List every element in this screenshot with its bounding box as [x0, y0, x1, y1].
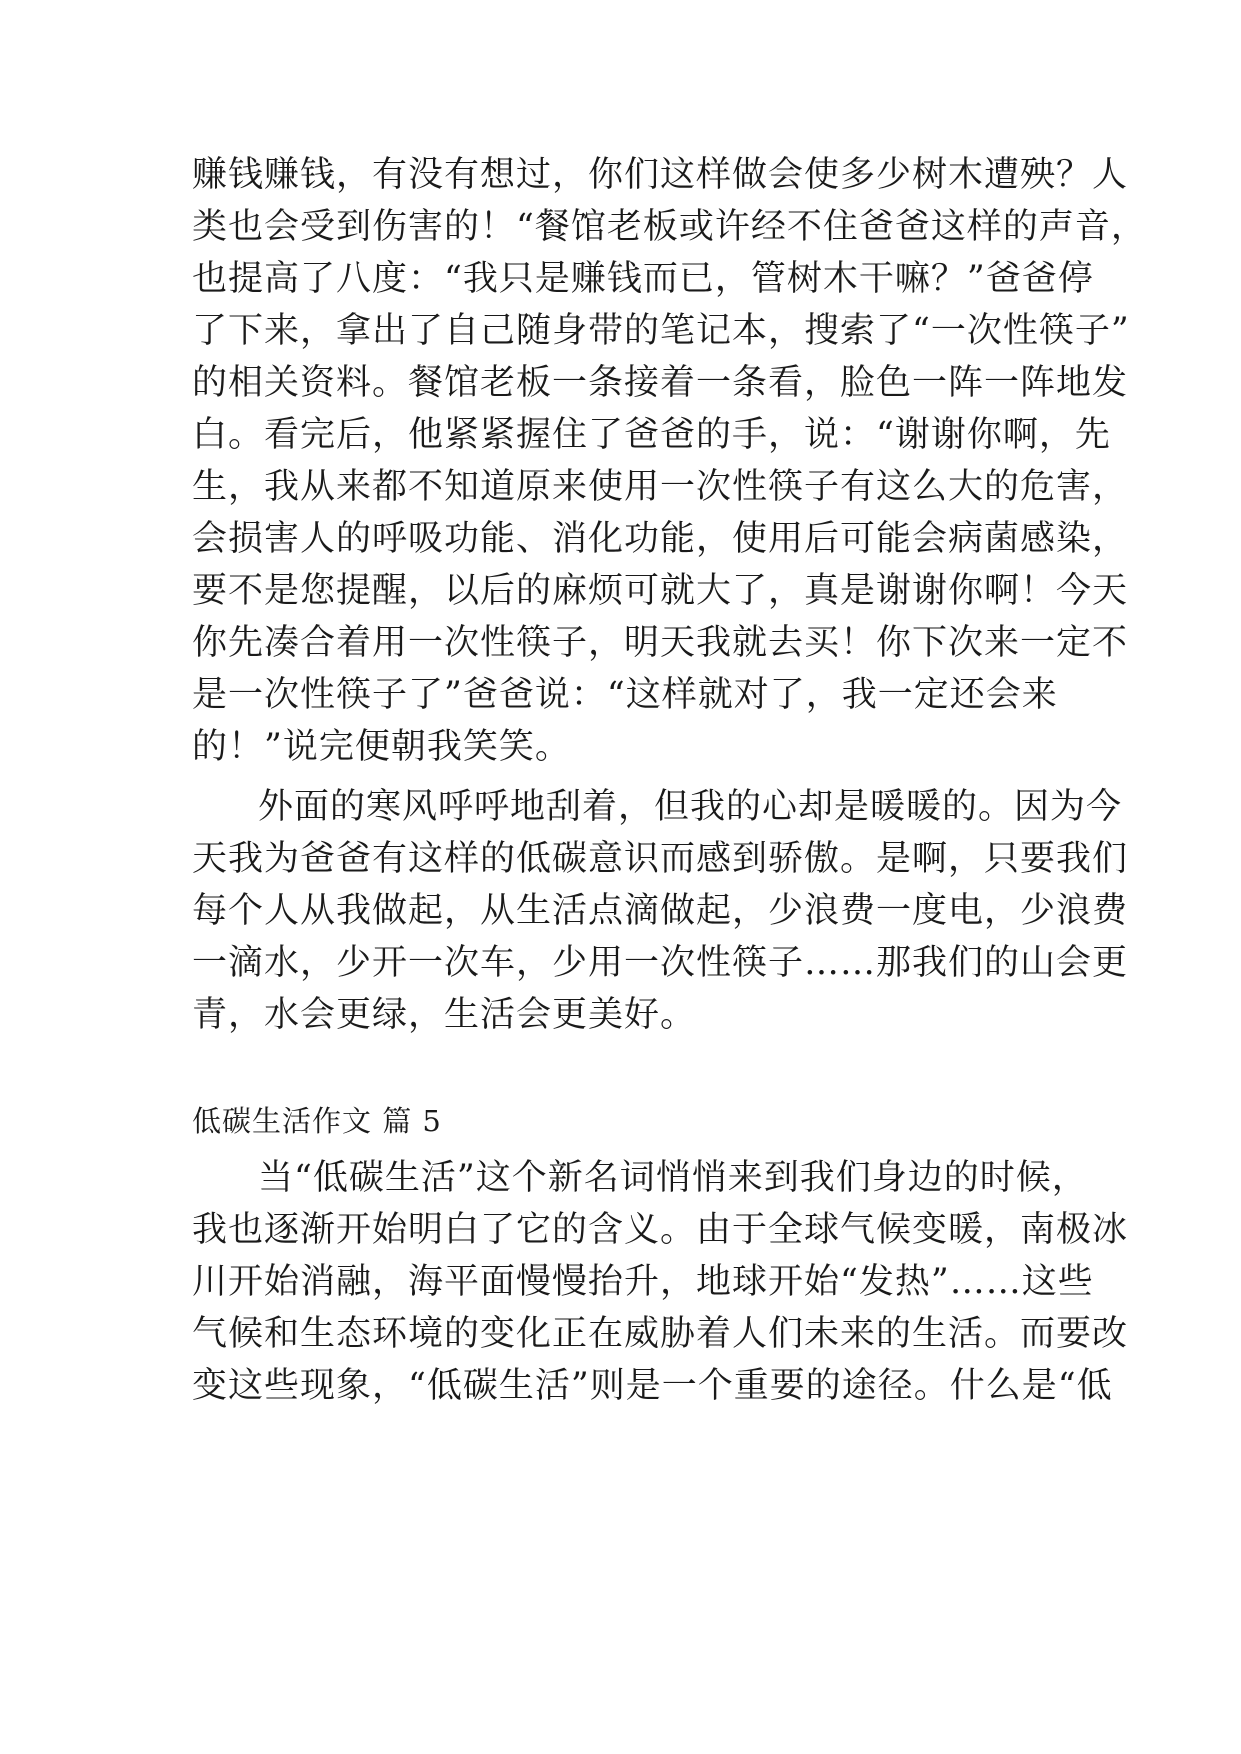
paragraph-2-line-5: 青，水会更绿，生活会更美好。 — [192, 995, 697, 1035]
paragraph-1-line-11: 是一次性筷子了”爸爸说：“这样就对了，我一定还会来 — [192, 675, 1058, 715]
paragraph-1-line-12: 的！”说完便朝我笑笑。 — [192, 727, 571, 767]
section-heading: 低碳生活作文 篇 5 — [192, 1104, 442, 1138]
paragraph-2-line-4: 一滴水，少开一次车，少用一次性筷子……那我们的山会更 — [192, 943, 1129, 983]
paragraph-3-line-3: 川开始消融，海平面慢慢抬升，地球开始“发热”……这些 — [192, 1262, 1094, 1302]
paragraph-1-line-1: 赚钱赚钱，有没有想过，你们这样做会使多少树木遭殃？人 — [192, 155, 1129, 195]
paragraph-1-line-10: 你先凑合着用一次性筷子，明天我就去买！你下次来一定不 — [192, 623, 1129, 663]
paragraph-3-line-2: 我也逐渐开始明白了它的含义。由于全球气候变暖，南极冰 — [192, 1210, 1129, 1250]
paragraph-1-line-7: 生，我从来都不知道原来使用一次性筷子有这么大的危害， — [192, 467, 1129, 507]
paragraph-1-line-5: 的相关资料。餐馆老板一条接着一条看，脸色一阵一阵地发 — [192, 363, 1129, 403]
paragraph-3-line-4: 气候和生态环境的变化正在威胁着人们未来的生活。而要改 — [192, 1314, 1129, 1354]
paragraph-1-line-9: 要不是您提醒，以后的麻烦可就大了，真是谢谢你啊！今天 — [192, 571, 1129, 611]
paragraph-2-line-2: 天我为爸爸有这样的低碳意识而感到骄傲。是啊，只要我们 — [192, 839, 1129, 879]
paragraph-2-line-1: 外面的寒风呼呼地刮着，但我的心却是暖暖的。因为今 — [258, 787, 1123, 827]
paragraph-3-line-1: 当“低碳生活”这个新名词悄悄来到我们身边的时候， — [258, 1158, 1088, 1198]
paragraph-1-line-3: 也提高了八度：“我只是赚钱而已，管树木干嘛？”爸爸停 — [192, 259, 1094, 299]
paragraph-2-line-3: 每个人从我做起，从生活点滴做起，少浪费一度电，少浪费 — [192, 891, 1129, 931]
paragraph-3-line-5: 变这些现象，“低碳生活”则是一个重要的途径。什么是“低 — [192, 1366, 1113, 1406]
paragraph-1-line-8: 会损害人的呼吸功能、消化功能，使用后可能会病菌感染， — [192, 519, 1129, 559]
paragraph-1-line-2: 类也会受到伤害的！“餐馆老板或许经不住爸爸这样的声音， — [192, 207, 1147, 247]
paragraph-1-line-6: 白。看完后，他紧紧握住了爸爸的手，说：“谢谢你啊，先 — [192, 415, 1111, 455]
paragraph-1-line-4: 了下来，拿出了自己随身带的笔记本，搜索了“一次性筷子” — [192, 311, 1130, 351]
